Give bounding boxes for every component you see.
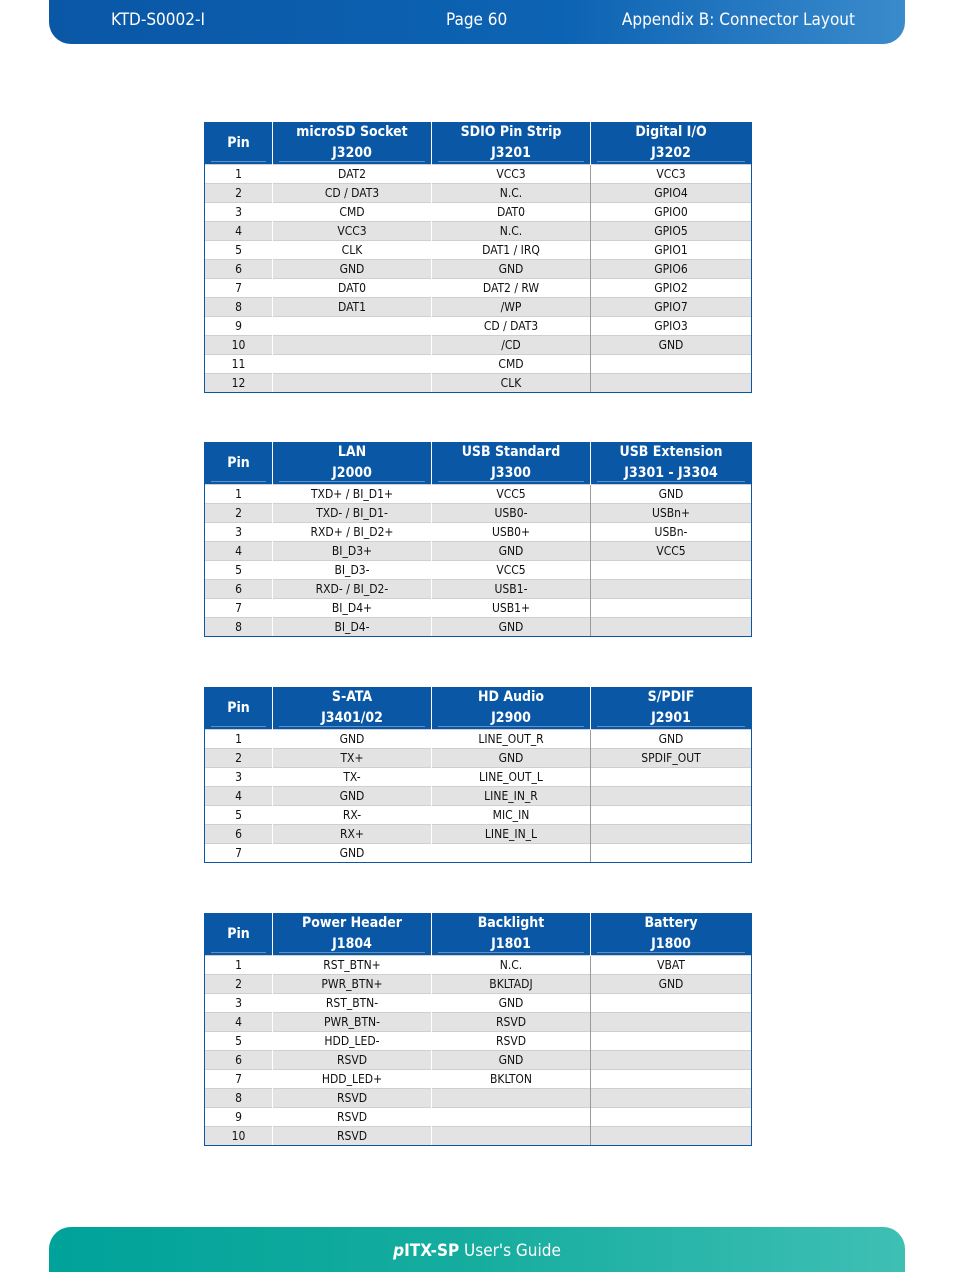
signal-cell: DAT2 [273, 165, 432, 184]
signal-cell: RSVD [273, 1127, 432, 1146]
column-header-connector-id: J3200 [332, 145, 372, 161]
table-row [205, 1032, 752, 1051]
signal-cell: VBAT [591, 956, 752, 975]
pin-number: 3 [205, 994, 273, 1013]
table-row [205, 485, 752, 504]
header-row [205, 442, 752, 485]
pin-number: 10 [205, 336, 273, 355]
signal-cell: CMD [432, 355, 591, 374]
signal-cell [273, 317, 432, 336]
signal-cell: GPIO3 [591, 317, 752, 336]
table-row [205, 317, 752, 336]
pin-number: 2 [205, 184, 273, 203]
signal-cell: GND [432, 542, 591, 561]
pin-number: 3 [205, 203, 273, 222]
column-header-label: HD Audio [477, 689, 545, 705]
signal-cell [591, 994, 752, 1013]
column-header-connector-id: J3401/02 [321, 710, 383, 726]
product-name [393, 1241, 459, 1261]
signal-cell: PWR_BTN+ [273, 975, 432, 994]
column-header-label: Pin [227, 925, 250, 942]
table-row [205, 260, 752, 279]
column-header [432, 442, 591, 485]
signal-cell: DAT2 / RW [432, 279, 591, 298]
pin-number: 1 [205, 165, 273, 184]
signal-cell: LINE_OUT_R [432, 730, 591, 749]
signal-cell: N.C. [432, 184, 591, 203]
column-header [273, 442, 432, 485]
pin-number: 5 [205, 1032, 273, 1051]
signal-cell: GND [432, 260, 591, 279]
table-row [205, 1127, 752, 1146]
pin-number: 1 [205, 956, 273, 975]
table-row [205, 279, 752, 298]
signal-cell [591, 806, 752, 825]
pin-number: 11 [205, 355, 273, 374]
table-row [205, 1013, 752, 1032]
signal-cell: LINE_IN_R [432, 787, 591, 806]
pin-number: 2 [205, 504, 273, 523]
header-rule [211, 481, 266, 482]
signal-cell [591, 787, 752, 806]
section-title: Appendix B: Connector Layout [621, 10, 855, 30]
signal-cell: DAT0 [273, 279, 432, 298]
signal-cell: GPIO6 [591, 260, 752, 279]
signal-cell: LINE_OUT_L [432, 768, 591, 787]
signal-cell: N.C. [432, 222, 591, 241]
signal-cell: MIC_IN [432, 806, 591, 825]
signal-cell: LINE_IN_L [432, 825, 591, 844]
pin-number: 5 [205, 806, 273, 825]
header-rule [438, 726, 584, 727]
signal-cell: HDD_LED- [273, 1032, 432, 1051]
column-header [205, 442, 273, 485]
signal-cell [591, 599, 752, 618]
pin-number: 6 [205, 260, 273, 279]
signal-cell: SPDIF_OUT [591, 749, 752, 768]
table-sata-audio-spdif [204, 687, 752, 863]
table-row [205, 184, 752, 203]
pin-number: 8 [205, 298, 273, 317]
table-row [205, 1051, 752, 1070]
table-row [205, 768, 752, 787]
signal-cell: GND [432, 749, 591, 768]
table-row [205, 618, 752, 637]
signal-cell: BI_D3+ [273, 542, 432, 561]
column-header-label: USB Standard [461, 444, 561, 460]
signal-cell: GND [591, 336, 752, 355]
pin-number: 9 [205, 1108, 273, 1127]
pin-number: 10 [205, 1127, 273, 1146]
signal-cell: BI_D3- [273, 561, 432, 580]
signal-cell [591, 1108, 752, 1127]
signal-cell [432, 1089, 591, 1108]
table-row [205, 599, 752, 618]
pin-number: 6 [205, 825, 273, 844]
header-rule [438, 161, 584, 162]
table-row [205, 580, 752, 599]
signal-cell: GPIO1 [591, 241, 752, 260]
signal-cell: RST_BTN+ [273, 956, 432, 975]
signal-cell: USB1+ [432, 599, 591, 618]
table-row [205, 336, 752, 355]
signal-cell: GPIO5 [591, 222, 752, 241]
signal-cell: USBn- [591, 523, 752, 542]
signal-cell: GPIO4 [591, 184, 752, 203]
column-header-label: Backlight [477, 915, 545, 931]
signal-cell [591, 618, 752, 637]
pin-number: 3 [205, 523, 273, 542]
table-row [205, 787, 752, 806]
signal-cell: VCC3 [432, 165, 591, 184]
signal-cell [591, 561, 752, 580]
signal-cell: DAT0 [432, 203, 591, 222]
signal-cell [591, 1051, 752, 1070]
signal-cell: USB0+ [432, 523, 591, 542]
header-rule [279, 161, 425, 162]
signal-cell: BI_D4+ [273, 599, 432, 618]
signal-cell: GND [432, 994, 591, 1013]
signal-cell: USB0- [432, 504, 591, 523]
table-row [205, 203, 752, 222]
column-header [273, 687, 432, 730]
table-row [205, 994, 752, 1013]
header-rule [279, 726, 425, 727]
pin-number: 8 [205, 618, 273, 637]
pin-number: 8 [205, 1089, 273, 1108]
table-row [205, 561, 752, 580]
column-header [432, 122, 591, 165]
signal-cell: GND [591, 485, 752, 504]
table-row [205, 1070, 752, 1089]
column-header-label: Pin [227, 699, 250, 716]
column-header-label: Pin [227, 134, 250, 151]
page-header [49, 0, 905, 44]
signal-cell [591, 1089, 752, 1108]
table-lan-usb [204, 442, 752, 637]
column-header-label: LAN [337, 444, 367, 460]
signal-cell: N.C. [432, 956, 591, 975]
signal-cell [591, 355, 752, 374]
table-row [205, 825, 752, 844]
pin-number: 4 [205, 222, 273, 241]
signal-cell: BI_D4- [273, 618, 432, 637]
signal-cell [273, 355, 432, 374]
column-header-connector-id: J1801 [491, 936, 531, 952]
signal-cell [591, 825, 752, 844]
signal-cell: RX- [273, 806, 432, 825]
pin-number: 3 [205, 768, 273, 787]
signal-cell [591, 374, 752, 393]
table-row [205, 504, 752, 523]
signal-cell: VCC3 [273, 222, 432, 241]
pin-number: 5 [205, 241, 273, 260]
table-power-backlight-battery [204, 913, 752, 1146]
table-row [205, 749, 752, 768]
table-row [205, 241, 752, 260]
column-header-connector-id: J2000 [332, 465, 372, 481]
column-header-connector-id: J3201 [491, 145, 531, 161]
header-rule [211, 161, 266, 162]
column-header-label: USB Extension [619, 444, 723, 460]
signal-cell: GND [591, 730, 752, 749]
signal-cell: VCC3 [591, 165, 752, 184]
column-header [205, 122, 273, 165]
signal-cell: TX- [273, 768, 432, 787]
signal-cell: RX+ [273, 825, 432, 844]
signal-cell: RXD+ / BI_D2+ [273, 523, 432, 542]
table-row [205, 542, 752, 561]
header-row [205, 913, 752, 956]
signal-cell: GPIO0 [591, 203, 752, 222]
signal-cell [432, 1127, 591, 1146]
guide-label: User's Guide [459, 1241, 561, 1261]
column-header [432, 913, 591, 956]
column-header-label: SDIO Pin Strip [460, 124, 562, 140]
signal-cell: CMD [273, 203, 432, 222]
signal-cell: RXD- / BI_D2- [273, 580, 432, 599]
pin-number: 2 [205, 749, 273, 768]
column-header [432, 687, 591, 730]
column-header-connector-id: J2900 [491, 710, 531, 726]
pin-number: 5 [205, 561, 273, 580]
column-header [205, 913, 273, 956]
pin-number: 2 [205, 975, 273, 994]
table-row [205, 374, 752, 393]
column-header-label: Battery [644, 915, 698, 931]
signal-cell [591, 1013, 752, 1032]
header-rule [597, 952, 745, 953]
signal-cell: GND [432, 618, 591, 637]
column-header-connector-id: J1800 [651, 936, 691, 952]
table-row [205, 1108, 752, 1127]
signal-cell: GPIO7 [591, 298, 752, 317]
signal-cell: RSVD [432, 1013, 591, 1032]
signal-cell: GND [273, 787, 432, 806]
page-footer [49, 1227, 905, 1272]
signal-cell: VCC5 [432, 485, 591, 504]
signal-cell: TXD+ / BI_D1+ [273, 485, 432, 504]
signal-cell [273, 336, 432, 355]
signal-cell: DAT1 [273, 298, 432, 317]
header-rule [597, 481, 745, 482]
column-header [591, 122, 752, 165]
column-header [591, 442, 752, 485]
column-header-label: Pin [227, 454, 250, 471]
signal-cell [432, 844, 591, 863]
signal-cell: GND [591, 975, 752, 994]
pin-number: 7 [205, 599, 273, 618]
table-row [205, 975, 752, 994]
column-header-label: microSD Socket [296, 124, 408, 140]
signal-cell: CLK [432, 374, 591, 393]
column-header [273, 122, 432, 165]
pin-number: 1 [205, 730, 273, 749]
signal-cell [273, 374, 432, 393]
column-header-label: Digital I/O [635, 124, 707, 140]
pin-number: 7 [205, 1070, 273, 1089]
column-header-label: S-ATA [331, 689, 373, 705]
column-header [273, 913, 432, 956]
table-row [205, 355, 752, 374]
header-rule [211, 726, 266, 727]
signal-cell: USB1- [432, 580, 591, 599]
pin-number: 6 [205, 1051, 273, 1070]
signal-cell: TXD- / BI_D1- [273, 504, 432, 523]
header-rule [279, 952, 425, 953]
signal-cell: RSVD [273, 1089, 432, 1108]
pin-number: 4 [205, 542, 273, 561]
signal-cell [591, 768, 752, 787]
table-row [205, 806, 752, 825]
column-header-connector-id: J3301 - J3304 [624, 465, 718, 481]
signal-cell: CD / DAT3 [273, 184, 432, 203]
header-rule [597, 161, 745, 162]
table-row [205, 844, 752, 863]
signal-cell: GND [273, 730, 432, 749]
header-rule [597, 726, 745, 727]
signal-cell: PWR_BTN- [273, 1013, 432, 1032]
product-main: ITX-SP [404, 1241, 460, 1261]
signal-cell: GPIO2 [591, 279, 752, 298]
header-row [205, 687, 752, 730]
header-row [205, 122, 752, 165]
pin-number: 4 [205, 1013, 273, 1032]
document-id: KTD-S0002-I [111, 10, 205, 30]
product-prefix: p [393, 1241, 405, 1261]
table-sd-sdio-dio [204, 122, 752, 393]
column-header-connector-id: J1804 [332, 936, 372, 952]
column-header-connector-id: J2901 [651, 710, 691, 726]
table-row [205, 730, 752, 749]
signal-cell [591, 580, 752, 599]
column-header-connector-id: J3300 [491, 465, 531, 481]
header-rule [438, 481, 584, 482]
signal-cell: CLK [273, 241, 432, 260]
pin-number: 7 [205, 279, 273, 298]
signal-cell: RST_BTN- [273, 994, 432, 1013]
pin-number: 4 [205, 787, 273, 806]
table-row [205, 523, 752, 542]
pin-number: 9 [205, 317, 273, 336]
signal-cell [591, 1032, 752, 1051]
signal-cell [432, 1108, 591, 1127]
signal-cell: /WP [432, 298, 591, 317]
column-header [205, 687, 273, 730]
signal-cell [591, 844, 752, 863]
table-row [205, 298, 752, 317]
signal-cell: RSVD [432, 1032, 591, 1051]
signal-cell [591, 1070, 752, 1089]
signal-cell: TX+ [273, 749, 432, 768]
table-row [205, 956, 752, 975]
page-number: Page 60 [446, 10, 508, 30]
pin-number: 6 [205, 580, 273, 599]
signal-cell: RSVD [273, 1051, 432, 1070]
header-rule [438, 952, 584, 953]
pin-number: 1 [205, 485, 273, 504]
table-row [205, 1089, 752, 1108]
column-header-label: S/PDIF [647, 689, 695, 705]
signal-cell: VCC5 [432, 561, 591, 580]
signal-cell [591, 1127, 752, 1146]
header-rule [211, 952, 266, 953]
signal-cell: GND [432, 1051, 591, 1070]
signal-cell: DAT1 / IRQ [432, 241, 591, 260]
signal-cell: HDD_LED+ [273, 1070, 432, 1089]
signal-cell: BKLTON [432, 1070, 591, 1089]
column-header-label: Power Header [301, 915, 403, 931]
column-header [591, 687, 752, 730]
signal-cell: GND [273, 260, 432, 279]
signal-cell: /CD [432, 336, 591, 355]
column-header [591, 913, 752, 956]
signal-cell: CD / DAT3 [432, 317, 591, 336]
signal-cell: RSVD [273, 1108, 432, 1127]
signal-cell: VCC5 [591, 542, 752, 561]
signal-cell: BKLTADJ [432, 975, 591, 994]
table-row [205, 222, 752, 241]
pin-number: 7 [205, 844, 273, 863]
header-rule [279, 481, 425, 482]
signal-cell: USBn+ [591, 504, 752, 523]
pin-number: 12 [205, 374, 273, 393]
table-row [205, 165, 752, 184]
signal-cell: GND [273, 844, 432, 863]
column-header-connector-id: J3202 [651, 145, 691, 161]
